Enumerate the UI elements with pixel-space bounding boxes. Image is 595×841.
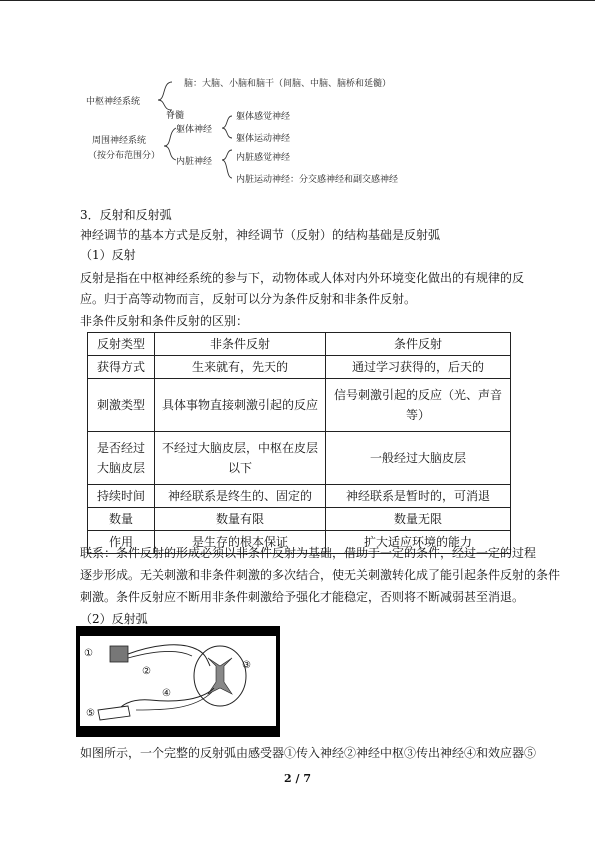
table-cell: 具体事物直接刺激引起的反应	[155, 379, 326, 432]
table-cell: 通过学习获得的，后天的	[326, 356, 511, 379]
table-cell	[155, 432, 326, 485]
intro-paragraph: 神经调节的基本方式是反射，神经调节（反射）的结构基础是反射弧	[80, 228, 441, 242]
diagram-leaf-2: 躯体运动神经	[236, 134, 291, 144]
reflex-arc-canvas	[80, 636, 276, 726]
table-cell: 是生存的根本保证	[155, 531, 326, 554]
table-cell	[326, 379, 511, 432]
definition-line-2: 应。归于高等动物而言，反射可以分为条件反射和非条件反射。	[80, 292, 417, 306]
cell-line: 不经过大脑皮层，中枢在皮层	[161, 441, 318, 455]
reflex-arc-drawing	[80, 636, 276, 726]
diagram-visceral-label: 内脏神经	[176, 157, 213, 167]
table-cell: 作用	[88, 531, 155, 554]
diagram-somatic-label: 躯体神经	[176, 125, 213, 135]
table-cell: 条件反射	[326, 333, 511, 356]
visceral-brace	[222, 150, 232, 178]
cell-line: 信号刺激引起的反应（光、声音	[333, 388, 502, 402]
table-cell: 扩大适应环境的能力	[326, 531, 511, 554]
receptor-shape	[110, 646, 128, 662]
table-cell	[88, 432, 155, 485]
figure-label-4: ④	[162, 688, 171, 699]
table-cell: 一般经过大脑皮层	[326, 432, 511, 485]
diagram-leaf-4: 内脏运动神经：分交感神经和副交感神经	[236, 175, 399, 185]
nervous-system-diagram	[80, 70, 425, 195]
diagram-cns-label: 中枢神经系统	[86, 97, 141, 107]
diagram-pns-label: 周围神经系统	[92, 136, 147, 146]
cns-brace-bottom	[158, 100, 172, 110]
section-3-title: 3．反射和反射弧	[80, 208, 172, 222]
table-cell: 刺激类型	[88, 379, 155, 432]
reflex-comparison-table	[87, 332, 511, 554]
table-row	[88, 432, 511, 485]
page-number: 2 / 7	[284, 772, 311, 785]
somatic-brace	[222, 116, 232, 138]
reflex-arc-figure	[76, 626, 280, 737]
afferent-nerve-line-2	[128, 652, 192, 658]
cell-line: 大脑皮层	[96, 461, 145, 475]
definition-line-1: 反射是指在中枢神经系统的参与下，动物体或人体对内外环境变化做出的有规律的反	[80, 271, 525, 285]
diagram-pns-sublabel: （按分布范围分）	[88, 151, 161, 161]
effector-shape	[98, 706, 130, 720]
diagram-spinal-label: 脊髓	[166, 111, 185, 121]
connection-line-2: 逐步形成。无关刺激和非条件刺激的多次结合，使无关刺激转化成了能引起条件反射的条件	[80, 568, 561, 582]
figure-label-1: ①	[84, 648, 93, 659]
cell-line: 是否经过	[96, 441, 145, 455]
table-header-row	[88, 333, 511, 356]
table-row	[88, 356, 511, 379]
table-cell: 神经联系是暂时的，可消退	[326, 485, 511, 508]
figure-label-3: ③	[242, 660, 251, 671]
table-cell: 神经联系是终生的、固定的	[155, 485, 326, 508]
table-row	[88, 379, 511, 432]
figure-label-2: ②	[142, 666, 151, 677]
table-row	[88, 485, 511, 508]
connection-line-3: 刺激。条件反射应不断用非条件刺激给予强化才能稳定，否则将不断减弱甚至消退。	[80, 590, 525, 604]
figure-label-5: ⑤	[86, 708, 95, 719]
subsection-1-title: （1）反射	[80, 248, 136, 262]
diagram-brain-label: 脑：大脑、小脑和脑干（间脑、中脑、脑桥和延髓）	[184, 79, 392, 89]
figure-caption: 如图所示，一个完整的反射弧由感受器①传入神经②神经中枢③传出神经④和效应器⑤	[80, 746, 537, 760]
connection-line-1: 联系：条件反射的形成必须以非条件反射为基础，借助于一定的条件，经过一定的过程	[80, 546, 537, 560]
table-cell: 持续时间	[88, 485, 155, 508]
diagram-leaf-1: 躯体感觉神经	[236, 112, 291, 122]
subsection-2-title: （2）反射弧	[80, 612, 148, 626]
pns-brace	[164, 128, 176, 160]
table-cell: 反射类型	[88, 333, 155, 356]
table-cell: 获得方式	[88, 356, 155, 379]
cell-line: 以下	[227, 461, 252, 475]
table-row	[88, 508, 511, 531]
top-rule	[0, 0, 595, 1]
table-cell: 非条件反射	[155, 333, 326, 356]
table-cell: 数量无限	[326, 508, 511, 531]
diagram-leaf-3: 内脏感觉神经	[236, 153, 291, 163]
cns-brace-top	[158, 82, 172, 100]
table-cell: 数量有限	[155, 508, 326, 531]
table-cell: 数量	[88, 508, 155, 531]
table-cell: 生来就有，先天的	[155, 356, 326, 379]
cell-line: 等）	[405, 408, 430, 422]
table-caption: 非条件反射和条件反射的区别：	[80, 314, 249, 328]
